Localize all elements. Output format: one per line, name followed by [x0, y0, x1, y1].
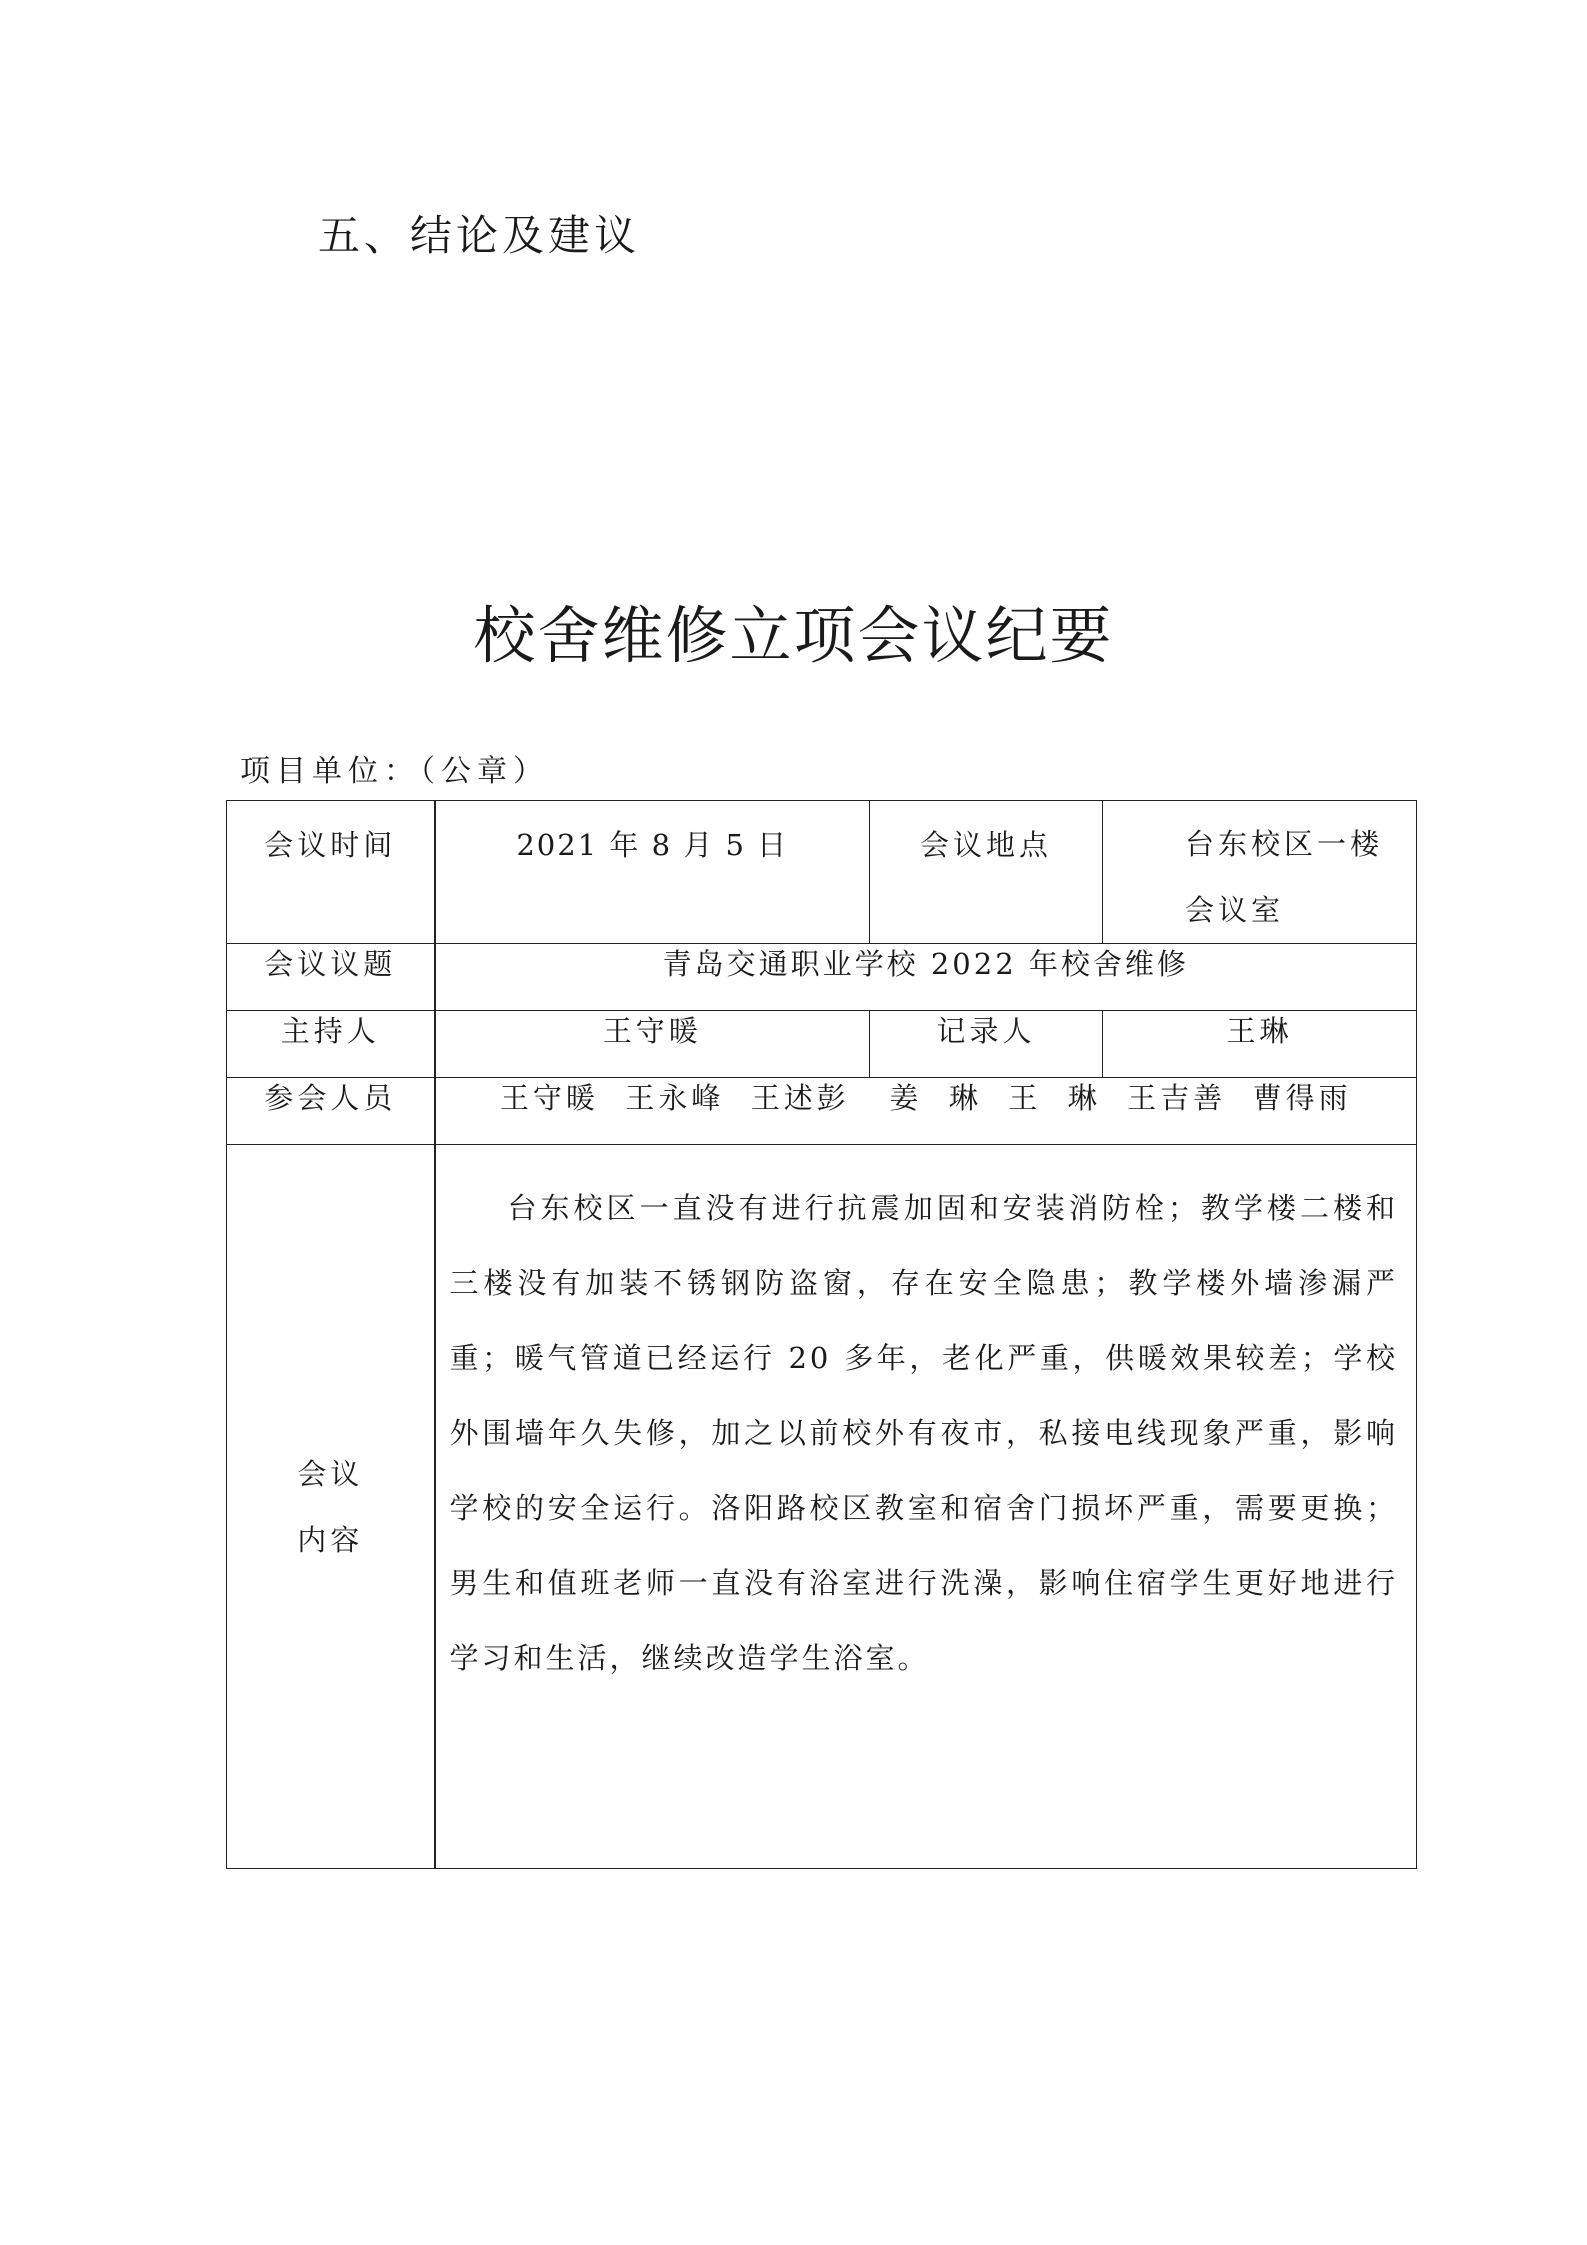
meeting-location-label: 会议地点: [870, 801, 1103, 944]
recorder-label: 记录人: [870, 1011, 1103, 1078]
table-row-attendees: [227, 1078, 1417, 1145]
section-heading: 五、结论及建议: [318, 211, 641, 260]
host-value: 王守暖: [435, 1011, 870, 1078]
table-row-topic: [227, 944, 1417, 1011]
meeting-content-label-line2: 内容: [297, 1522, 364, 1557]
meeting-time-value: 2021 年 8 月 5 日: [435, 801, 870, 944]
document-title: 校舍维修立项会议纪要: [473, 599, 1114, 672]
attendees-label: 参会人员: [227, 1078, 435, 1145]
meeting-content-label: [227, 1145, 435, 1869]
table-row-content: [227, 1145, 1417, 1869]
recorder-value: 王琳: [1103, 1011, 1417, 1078]
meeting-topic-value: 青岛交通职业学校 2022 年校舍维修: [435, 944, 1417, 1011]
meeting-topic-label: 会议议题: [227, 944, 435, 1011]
table-row-host-recorder: [227, 1011, 1417, 1078]
meeting-content-label-line1: 会议: [297, 1456, 364, 1491]
table-row-time-location: [227, 801, 1417, 944]
meeting-location-value: 台东校区一楼会议室: [1103, 801, 1417, 944]
meeting-content-text: 台东校区一直没有进行抗震加固和安装消防栓；教学楼二楼和三楼没有加装不锈钢防盗窗，存在安全隐患；教学楼外墙渗漏严重；暖气管道已经运行 20 多年，老化严重，供暖效果较差；学校外围墙年久失修，加之以前校外有夜市，私接电线现象严重，影响学校的安全运行。洛阳路校区教室和宿舍门损坏严重，需要更换；男生和值班老师一直没有浴室进行洗澡，影响住宿学生更好地进行学习和生活，继续改造学生浴室。: [435, 1145, 1417, 1869]
host-label: 主持人: [227, 1011, 435, 1078]
attendees-value: 王守暖 王永峰 王述彭 姜 琳 王 琳 王吉善 曹得雨: [435, 1078, 1417, 1145]
meeting-time-label: 会议时间: [227, 801, 435, 944]
project-unit-line: 项目单位：（公章）: [240, 754, 549, 789]
meeting-minutes-table: [226, 800, 1417, 1869]
